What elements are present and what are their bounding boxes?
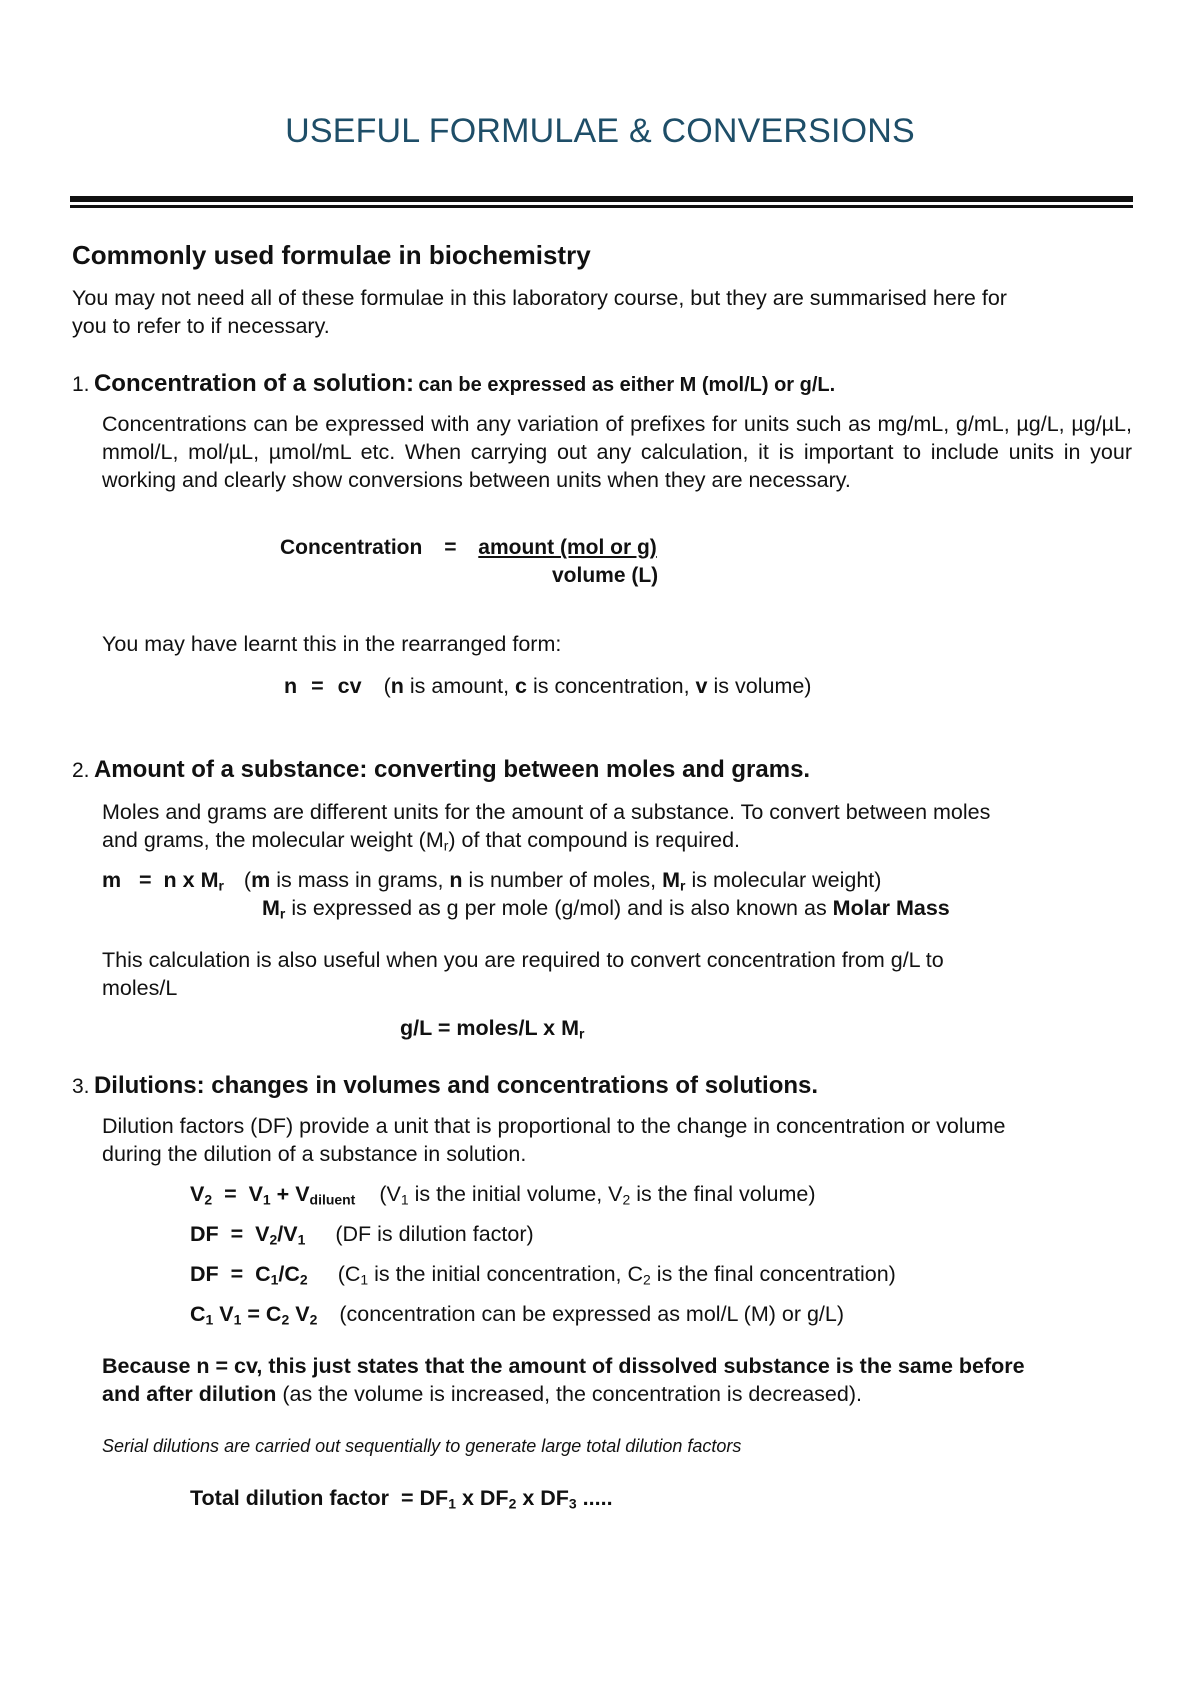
eq3-n2: is the initial concentration, C [368, 1262, 644, 1286]
total-s2: 2 [508, 1495, 517, 1512]
section-2-number: 2. [72, 759, 90, 782]
eq1-n1: (V [379, 1182, 401, 1206]
formula-denominator [552, 564, 658, 588]
eq2-note: (DF is dilution factor) [335, 1222, 534, 1246]
dilution-eq-3 [190, 1260, 896, 1288]
section-2-note-line-1: This calculation is also useful when you are required to convert concentration from g/L to [102, 948, 944, 972]
eq2-mid: /V [277, 1222, 298, 1246]
because-bold-1: Because n = cv, this just states that the amount of dissolved substance is the same before [102, 1354, 1025, 1378]
eq1-n2: is the initial volume, V [408, 1182, 623, 1206]
eq4-a: C [190, 1302, 206, 1326]
page-title: USEFUL FORMULAE & CONVERSIONS [285, 112, 915, 150]
eq1-lhs: V [190, 1182, 205, 1206]
total-dilution-formula [190, 1484, 613, 1512]
total-s3: 3 [568, 1495, 577, 1512]
formula-label: Concentration [280, 536, 423, 559]
eq2-s1: 2 [269, 1231, 278, 1248]
because-bold-2: and after dilution [102, 1382, 277, 1406]
intro-line-1: You may not need all of these formulae in this laboratory course, but they are summarised here for [72, 286, 1007, 310]
mass-t2: is mass in grams, [270, 868, 450, 892]
ncv-formula [284, 672, 811, 700]
section-3-para-line-2: during the dilution of a substance in solution. [102, 1142, 527, 1166]
total-b: x DF [455, 1486, 509, 1510]
section-1-number: 1. [72, 373, 90, 396]
ncv-b-sym: c [515, 674, 528, 698]
section-2-para-line-2 [102, 826, 740, 854]
mr-definition [262, 894, 950, 922]
ncv-open: ( [383, 674, 391, 698]
eq3-n3: is the final concentration) [650, 1262, 896, 1286]
eq3-s2: 2 [299, 1271, 308, 1288]
because-rest: (as the volume is increased, the concentration is decreased). [276, 1382, 862, 1406]
eq3-n1: (C [337, 1262, 361, 1286]
eq2-lhs: DF = V [190, 1222, 270, 1246]
section-1-paragraph: Concentrations can be expressed with any variation of prefixes for units such as mg/mL, g/mL, µg/L, µg/µL, mmol/L, mol/µL, µmol/mL etc. When carrying out any calculation, it is important to include units in your working and clearly show conversions between units when they are necessary. [102, 412, 1132, 492]
para-sub: r [443, 837, 449, 854]
mass-t3: is number of moles, [462, 868, 663, 892]
ncv-c-sym: v [695, 674, 708, 698]
mr-text: is expressed as g per mole (g/mol) and is also known as [285, 896, 833, 920]
title-divider-thick [70, 196, 1133, 202]
section-2-para-line-1: Moles and grams are different units for the amount of a substance. To convert between moles [102, 800, 991, 824]
eq3-lhs: DF = C [190, 1262, 271, 1286]
ncv-c-text: is volume) [713, 674, 812, 698]
eq4-a-sub: 1 [205, 1311, 214, 1328]
eq1-lhs-sub: 2 [204, 1191, 213, 1208]
para-text-a: and grams, the molecular weight (M [102, 828, 444, 852]
dilution-eq-1 [190, 1180, 816, 1208]
eq3-s1: 1 [270, 1271, 279, 1288]
eq4-b-sub: 1 [233, 1311, 242, 1328]
section-2-title: Amount of a substance: converting between moles and grams. [93, 756, 811, 783]
dilution-eq-4 [190, 1300, 844, 1328]
eq2-s2: 1 [297, 1231, 306, 1248]
eq4-b: V [213, 1302, 234, 1326]
mass-lhs: m = n x M [102, 868, 219, 892]
mass-lhs-sub: r [218, 877, 224, 894]
section-1-title: Concentration of a solution: [93, 370, 414, 397]
section-3-heading [72, 1072, 818, 1100]
eq1-mid-sub: 1 [262, 1191, 271, 1208]
rearranged-note: You may have learnt this in the rearranged form: [102, 632, 562, 656]
ncv-eq: = [311, 674, 324, 698]
gl-sub: r [579, 1025, 585, 1042]
eq4-d: V [289, 1302, 310, 1326]
because-line-2 [102, 1380, 862, 1408]
eq1-plus-sub: diluent [309, 1191, 356, 1208]
mass-s3-sub: r [680, 877, 686, 894]
ncv-b-text: is concentration, [533, 674, 690, 698]
eq1-mid: = V [212, 1182, 263, 1206]
mr-sub: r [279, 905, 286, 922]
section-3-number: 3. [72, 1075, 90, 1098]
eq1-plus: + V [270, 1182, 310, 1206]
mass-open: ( [243, 868, 252, 892]
mr-molar-mass: Molar Mass [832, 896, 950, 920]
eq1-n3: is the final volume) [630, 1182, 816, 1206]
mass-s2: n [449, 868, 463, 892]
mr-sym: M [262, 896, 280, 920]
eq3-mid: /C [278, 1262, 300, 1286]
eq3-n1-sub: 1 [360, 1271, 369, 1288]
ncv-cv: cv [337, 674, 362, 698]
formula-denominator-text: volume (L) [552, 564, 659, 587]
title-divider-thin [70, 205, 1133, 208]
because-line-1 [102, 1352, 1025, 1380]
intro-line-2: you to refer to if necessary. [72, 314, 330, 338]
gl-text: g/L = moles/L x M [400, 1016, 580, 1040]
section-heading: Commonly used formulae in biochemistry [72, 240, 591, 270]
section-2-note-line-2: moles/L [102, 976, 178, 1000]
section-3-title: Dilutions: changes in volumes and concentrations of solutions. [93, 1072, 819, 1099]
total-c: x DF [516, 1486, 569, 1510]
section-2-heading [72, 756, 810, 784]
section-1-heading [72, 370, 835, 398]
total-a: Total dilution factor = DF [190, 1486, 449, 1510]
total-s1: 1 [448, 1495, 456, 1512]
mass-t4: is molecular weight) [685, 868, 882, 892]
eq4-c-sub: 2 [281, 1311, 290, 1328]
mass-formula [102, 866, 881, 894]
formula-equals: = [444, 536, 457, 559]
eq4-d-sub: 2 [309, 1311, 318, 1328]
dilution-eq-2 [190, 1220, 534, 1248]
serial-dilution-note: Serial dilutions are carried out sequentially to generate large total dilution factors [102, 1436, 742, 1456]
para-text-b: ) of that compound is required. [448, 828, 741, 852]
ncv-a-sym: n [390, 674, 404, 698]
section-3-para-line-1: Dilution factors (DF) provide a unit that is proportional to the change in concentration or volume [102, 1114, 1006, 1138]
formula-numerator: amount (mol or g) [478, 536, 657, 559]
total-d: ..... [576, 1486, 613, 1510]
ncv-n: n [284, 674, 298, 698]
mass-s1: m [251, 868, 271, 892]
eq1-n1-sub: 1 [400, 1191, 409, 1208]
ncv-a-text: is amount, [409, 674, 510, 698]
eq4-c: = C [241, 1302, 282, 1326]
concentration-formula [280, 536, 657, 560]
eq4-note: (concentration can be expressed as mol/L (M) or g/L) [339, 1302, 845, 1326]
eq3-n2-sub: 2 [643, 1271, 651, 1288]
gl-formula [400, 1014, 584, 1042]
eq1-n2-sub: 2 [622, 1191, 631, 1208]
section-1-subtitle: can be expressed as either M (mol/L) or g/L. [418, 374, 836, 396]
mass-s3: M [662, 868, 681, 892]
